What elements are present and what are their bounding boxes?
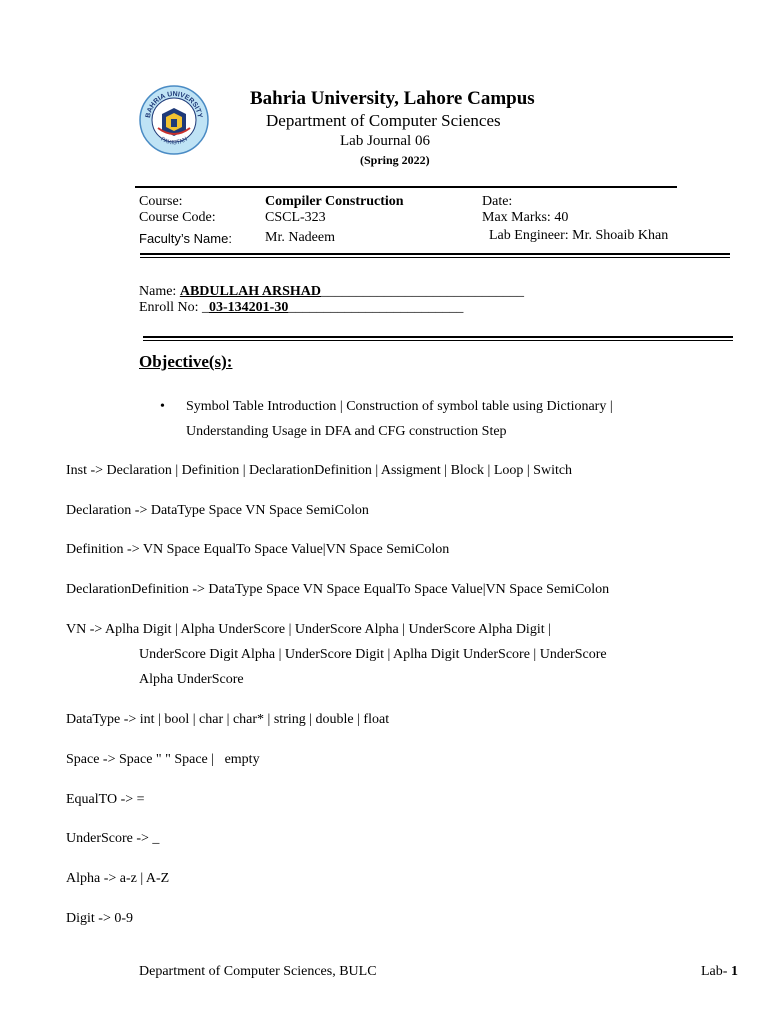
rule-declaration-definition: DeclarationDefinition -> DataType Space VN Space EqualTo Space Value|VN Space SemiColon xyxy=(66,582,610,597)
footer-page xyxy=(701,964,738,980)
rule-vn-line-3: Alpha UnderScore xyxy=(139,672,244,687)
faculty-label: Faculty’s Name: xyxy=(139,231,232,246)
course-label: Course: xyxy=(139,194,183,209)
rule-declaration: Declaration -> DataType Space VN Space SemiColon xyxy=(66,503,369,518)
rule-digit: Digit -> 0-9 xyxy=(66,911,133,926)
page-number: 1 xyxy=(730,964,738,979)
rule-underscore: UnderScore -> _ xyxy=(66,831,160,846)
department-name: Department of Computer Sciences xyxy=(266,111,501,130)
bullet-dot: • xyxy=(160,399,165,414)
rule-inst: Inst -> Declaration | Definition | DeclarationDefinition | Assigment | Block | Loop | Switch xyxy=(66,463,573,478)
name-trail: _____________________________ xyxy=(321,284,525,299)
header-divider xyxy=(135,186,677,188)
enroll-line xyxy=(139,300,463,316)
rule-equalto: EqualTO -> = xyxy=(66,792,145,807)
course-code-value: CSCL-323 xyxy=(265,210,326,225)
faculty-value: Mr. Nadeem xyxy=(265,230,335,245)
course-value: Compiler Construction xyxy=(265,194,404,209)
name-label: Name: xyxy=(139,284,180,299)
footer-department: Department of Computer Sciences, BULC xyxy=(139,964,377,979)
student-divider xyxy=(143,336,733,341)
objective-line-1: Symbol Table Introduction | Construction of symbol table using Dictionary | xyxy=(186,399,613,414)
university-name: Bahria University, Lahore Campus xyxy=(250,88,535,109)
rule-space: Space -> Space " " Space | empty xyxy=(66,752,260,767)
footer-lab-label: Lab- xyxy=(701,964,731,979)
objective-line-2: Understanding Usage in DFA and CFG construction Step xyxy=(186,424,507,439)
rule-alpha: Alpha -> a-z | A-Z xyxy=(66,871,170,886)
rule-vn-line-1: VN -> Aplha Digit | Alpha UnderScore | UnderScore Alpha | UnderScore Alpha Digit | xyxy=(66,622,551,637)
max-marks: Max Marks: 40 xyxy=(482,210,569,225)
university-logo xyxy=(138,84,210,156)
logo-text-bottom: PAKISTAN xyxy=(159,136,189,147)
course-code-label: Course Code: xyxy=(139,210,216,225)
enroll-label: Enroll No: _ xyxy=(139,300,209,315)
lab-journal-title: Lab Journal 06 xyxy=(340,133,430,149)
objective-heading: Objective(s): xyxy=(139,352,233,371)
info-divider xyxy=(140,253,730,258)
enroll-trail: _________________________ xyxy=(288,300,464,315)
enroll-number: 03-134201-30 xyxy=(209,300,289,315)
rule-datatype: DataType -> int | bool | char | char* | string | double | float xyxy=(66,712,390,727)
student-name-line xyxy=(139,284,524,300)
rule-definition: Definition -> VN Space EqualTo Space Value|VN Space SemiColon xyxy=(66,542,450,557)
rule-vn-line-2: UnderScore Digit Alpha | UnderScore Digit | Aplha Digit UnderScore | UnderScore xyxy=(139,647,607,662)
logo-text-top: BAHRIA UNIVERSITY xyxy=(145,90,203,119)
lab-engineer: Lab Engineer: Mr. Shoaib Khan xyxy=(489,228,669,243)
term-label: (Spring 2022) xyxy=(360,153,430,167)
date-label: Date: xyxy=(482,194,513,209)
student-name: ABDULLAH ARSHAD xyxy=(179,284,322,299)
